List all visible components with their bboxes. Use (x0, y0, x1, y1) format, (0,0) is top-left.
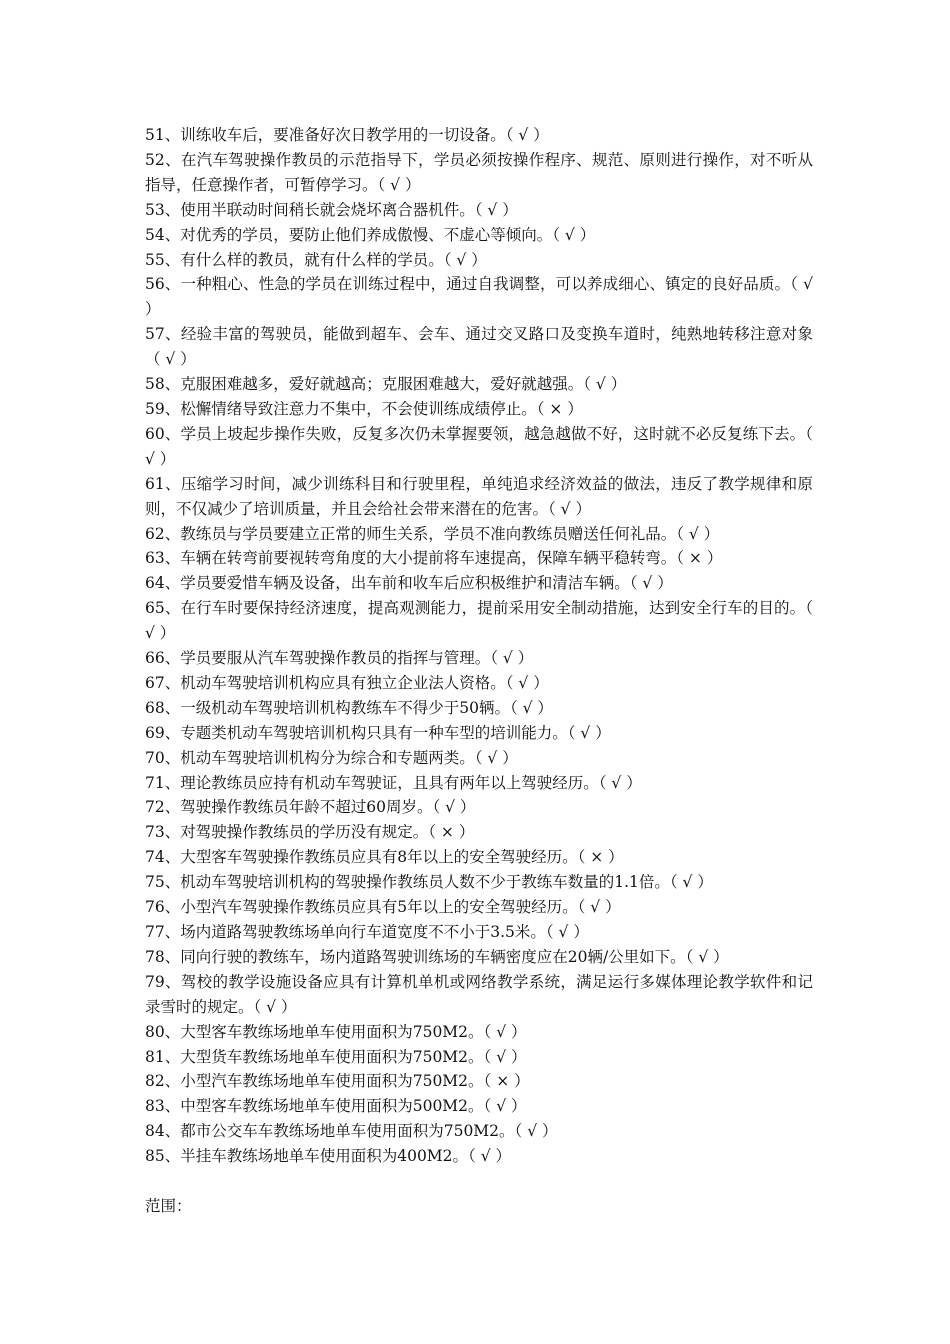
question-item: 73、对驾驶操作教练员的学历没有规定。（ × ） (145, 823, 475, 842)
question-item: 56、一种粗心、性急的学员在训练过程中，通过自我调整，可以养成细心、镇定的良好品质。（ √ ） (145, 275, 813, 319)
question-item: 65、在行车时要保持经济速度，提高观测能力，提前采用安全制动措施，达到安全行车的目的。（ √ ） (145, 599, 813, 643)
blank-line (145, 1169, 813, 1194)
question-item: 59、松懈情绪导致注意力不集中，不会使训练成绩停止。（ × ） (145, 399, 583, 418)
question-item: 69、专题类机动车驾驶培训机构只具有一种车型的培训能力。（ √ ） (145, 723, 611, 742)
question-item: 68、一级机动车驾驶培训机构教练车不得少于50辆。（ √ ） (145, 698, 553, 717)
question-item: 74、大型客车驾驶操作教练员应具有8年以上的安全驾驶经历。（ × ） (145, 848, 624, 867)
question-item: 83、中型客车教练场地单车使用面积为500M2。（ √ ） (145, 1097, 527, 1116)
question-item: 58、克服困难越多，爱好就越高；克服困难越大，爱好就越强。（ √ ） (145, 375, 627, 394)
question-item: 78、同向行驶的教练车，场内道路驾驶训练场的车辆密度应在20辆/公里如下。（ √ ） (145, 947, 729, 966)
question-item: 75、机动车驾驶培训机构的驾驶操作教练员人数不少于教练车数量的1.1倍。（ √ ） (145, 873, 713, 892)
question-item: 71、理论教练员应持有机动车驾驶证，且具有两年以上驾驶经历。（ √ ） (145, 773, 642, 792)
question-item: 62、教练员与学员要建立正常的师生关系，学员不准向教练员赠送任何礼品。（ √ ） (145, 524, 720, 543)
question-item: 61、压缩学习时间，减少训练科目和行驶里程，单纯追求经济效益的做法，违反了教学规律和原则，不仅减少了培训质量，并且会给社会带来潜在的危害。（ √ ） (145, 474, 813, 518)
question-item: 66、学员要服从汽车驾驶操作教员的指挥与管理。（ √ ） (145, 649, 534, 668)
question-item: 79、驾校的教学设施设备应具有计算机单机或网络教学系统，满足运行多媒体理论教学软件和记录雪时的规定。（ √ ） (145, 972, 813, 1016)
question-item: 51、训练收车后，要准备好次日教学用的一切设备。（ √ ） (145, 126, 549, 144)
question-item: 63、车辆在转弯前要视转弯角度的大小提前将车速提高，保障车辆平稳转弯。（ × ） (145, 549, 723, 568)
document-page (145, 123, 813, 1219)
question-item: 53、使用半联动时间稍长就会烧坏离合器机件。（ √ ） (145, 200, 518, 219)
question-item: 72、驾驶操作教练员年龄不超过60周岁。（ √ ） (145, 798, 476, 817)
scope-label: 范围： (145, 1196, 192, 1215)
question-item: 77、场内道路驾驶教练场单向行车道宽度不不小于3.5米。（ √ ） (145, 923, 589, 941)
question-list (145, 123, 813, 1169)
question-item: 64、学员要爱惜车辆及设备，出车前和收车后应积极维护和清洁车辆。（ √ ） (145, 574, 673, 593)
question-item: 76、小型汽车驾驶操作教练员应具有5年以上的安全驾驶经历。（ √ ） (145, 898, 621, 917)
question-item: 55、有什么样的教员，就有什么样的学员。（ √ ） (145, 250, 487, 269)
question-item: 54、对优秀的学员，要防止他们养成傲慢、不虚心等倾向。（ √ ） (145, 225, 596, 244)
question-item: 60、学员上坡起步操作失败，反复多次仍未掌握要领，越急越做不好，这时就不必反复练下去。（ √ ） (145, 424, 813, 468)
question-item: 70、机动车驾驶培训机构分为综合和专题两类。（ √ ） (145, 748, 518, 767)
question-item: 85、半挂车教练场地单车使用面积为400M2。（ √ ） (145, 1147, 512, 1166)
question-item: 67、机动车驾驶培训机构应具有独立企业法人资格。（ √ ） (145, 673, 549, 692)
question-item: 84、都市公交车车教练场地单车使用面积为750M2。（ √ ） (145, 1122, 558, 1141)
question-item: 82、小型汽车教练场地单车使用面积为750M2。（ × ） (145, 1072, 530, 1091)
question-item: 57、经验丰富的驾驶员，能做到超车、会车、通过交叉路口及变换车道时，纯熟地转移注意对象（ √ ） (145, 325, 813, 369)
question-item: 80、大型客车教练场地单车使用面积为750M2。（ √ ） (145, 1022, 527, 1041)
question-item: 81、大型货车教练场地单车使用面积为750M2。（ √ ） (145, 1047, 527, 1066)
question-item: 52、在汽车驾驶操作教员的示范指导下，学员必须按操作程序、规范、原则进行操作，对不听从指导，任意操作者，可暂停学习。（ √ ） (145, 150, 813, 194)
